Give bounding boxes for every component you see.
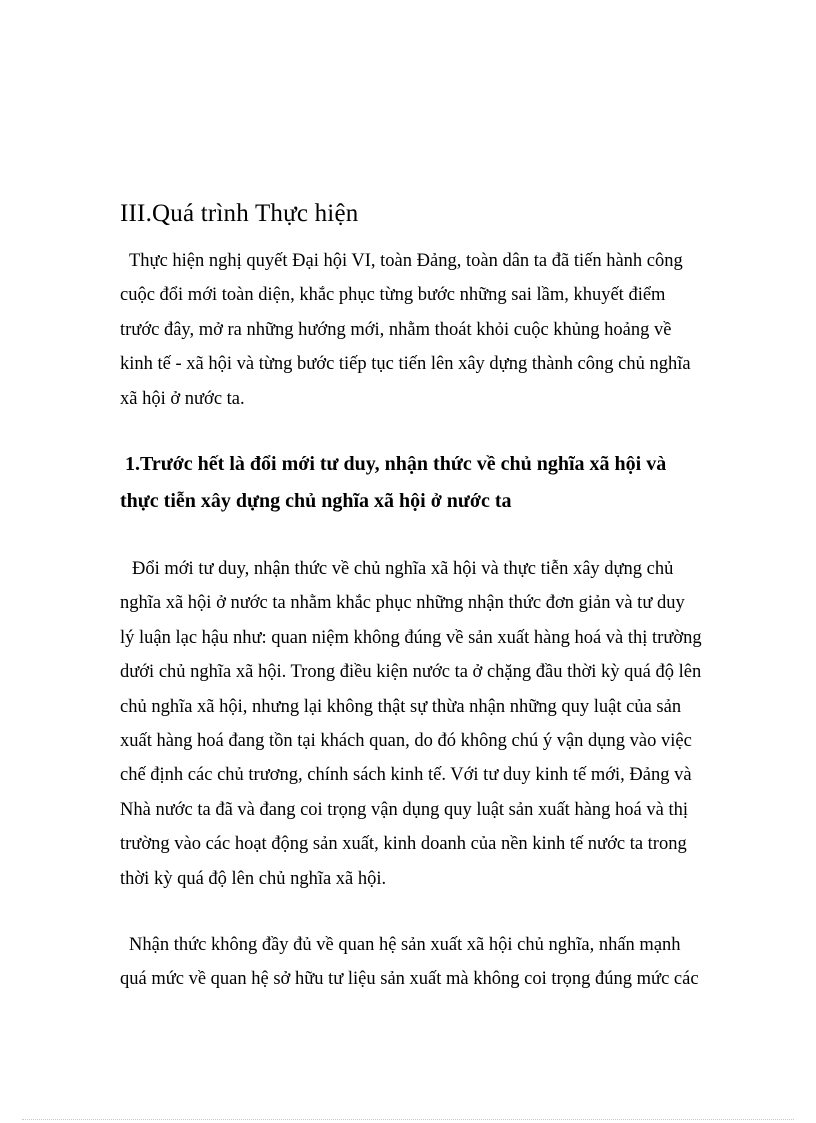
paragraph-line: dưới chủ nghĩa xã hội. Trong điều kiện nước ta ở chặng đầu thời kỳ quá độ lên: [120, 662, 702, 683]
subsection-heading: [120, 446, 740, 520]
paragraph-line: nghĩa xã hội ở nước ta nhằm khắc phục những nhận thức đơn giản và tư duy: [120, 593, 685, 614]
paragraph-line: quá mức về quan hệ sở hữu tư liệu sản xuất mà không coi trọng đúng mức các: [120, 969, 699, 990]
paragraph-line: Thực hiện nghị quyết Đại hội VI, toàn Đảng, toàn dân ta đã tiến hành công: [129, 251, 683, 271]
paragraph-line: chủ nghĩa xã hội, nhưng lại không thật sự thừa nhận những quy luật của sản: [120, 696, 682, 717]
intro-paragraph: [120, 244, 720, 416]
subsection-heading-line: 1.Trước hết là đổi mới tư duy, nhận thức về chủ nghĩa xã hội và: [125, 453, 667, 475]
paragraph-line: lý luận lạc hậu như: quan niệm không đúng về sản xuất hàng hoá và thị trường: [120, 627, 702, 648]
body-paragraph-1: [120, 552, 720, 896]
paragraph-line: Nhận thức không đầy đủ về quan hệ sản xuất xã hội chủ nghĩa, nhấn mạnh: [129, 935, 681, 955]
paragraph-line: Nhà nước ta đã và đang coi trọng vận dụng quy luật sản xuất hàng hoá và thị: [120, 799, 688, 820]
paragraph-line: kinh tế - xã hội và từng bước tiếp tục tiến lên xây dựng thành công chủ nghĩa: [120, 354, 691, 375]
page-bottom-divider: [22, 1119, 794, 1120]
body-paragraph-2: [120, 928, 720, 997]
paragraph-line: trước đây, mở ra những hướng mới, nhằm thoát khỏi cuộc khủng hoảng về: [120, 319, 672, 340]
paragraph-line: xuất hàng hoá đang tồn tại khách quan, do đó không chú ý vận dụng vào việc: [120, 730, 692, 751]
section-heading: III.Quá trình Thực hiện: [120, 200, 359, 227]
paragraph-line: chế định các chủ trương, chính sách kinh tế. Với tư duy kinh tế mới, Đảng và: [120, 765, 692, 786]
paragraph-line: thời kỳ quá độ lên chủ nghĩa xã hội.: [120, 868, 387, 889]
paragraph-line: Đổi mới tư duy, nhận thức về chủ nghĩa xã hội và thực tiễn xây dựng chủ: [132, 559, 674, 579]
paragraph-line: xã hội ở nước ta.: [120, 388, 245, 409]
paragraph-line: trường vào các hoạt động sản xuất, kinh doanh của nền kinh tế nước ta trong: [120, 834, 687, 855]
subsection-heading-line: thực tiễn xây dựng chủ nghĩa xã hội ở nước ta: [120, 490, 512, 512]
paragraph-line: cuộc đổi mới toàn diện, khắc phục từng bước những sai lầm, khuyết điểm: [120, 285, 666, 306]
